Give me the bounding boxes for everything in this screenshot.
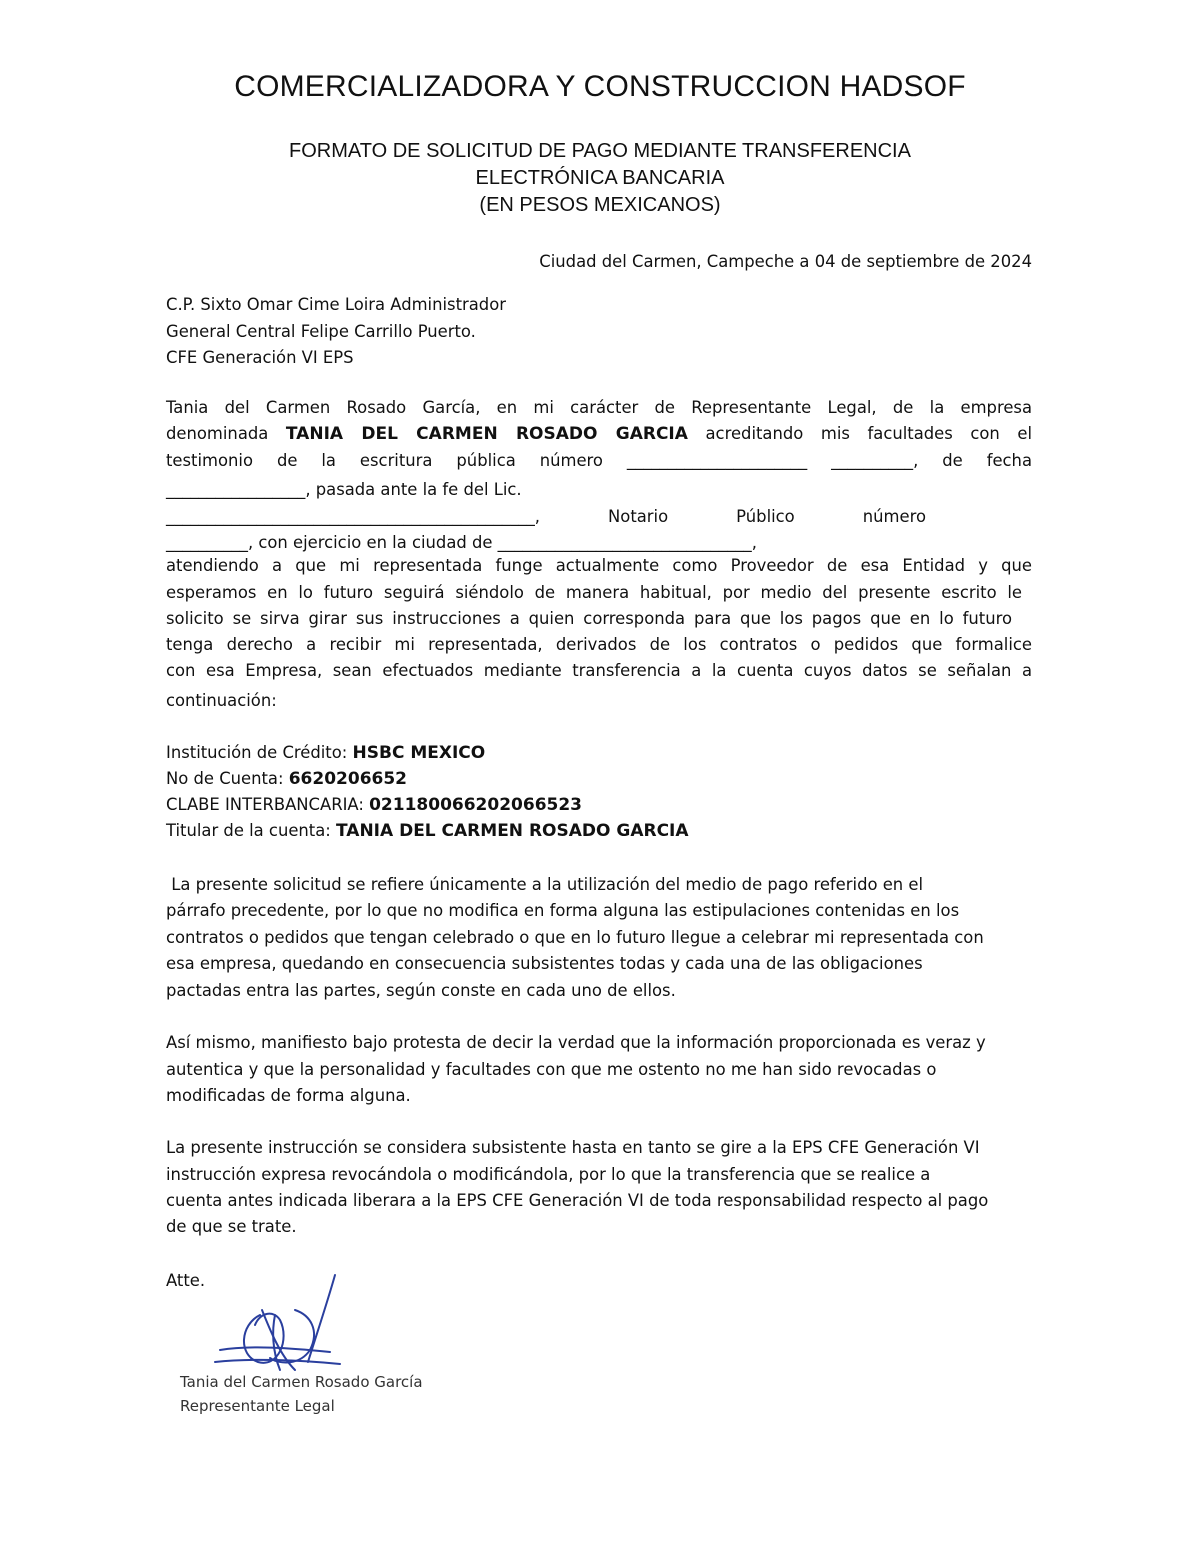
bank-clabe-label: CLABE INTERBANCARIA:: [166, 795, 364, 814]
form-title-line3: (EN PESOS MEXICANOS): [479, 194, 721, 216]
recipient-line3: CFE Generación VI EPS: [166, 348, 354, 367]
p4-line: cuenta antes indicada liberara a la EPS CFE Generación VI de toda responsabilidad respecto al pago: [166, 1191, 989, 1210]
p1-line: _________________, pasada ante la fe del Lic.: [166, 480, 522, 499]
bank-account: [166, 766, 407, 792]
p2-line: esa empresa, quedando en consecuencia subsistentes todas y cada una de las obligaciones: [166, 954, 923, 973]
p1-line: _____________________________________________, Notario Público número: [166, 507, 926, 526]
date-line: Ciudad del Carmen, Campeche a 04 de septiembre de 2024: [539, 252, 1032, 271]
recipient-line2: General Central Felipe Carrillo Puerto.: [166, 322, 476, 341]
closing: Atte.: [166, 1271, 206, 1290]
p3-line: autentica y que la personalidad y facultades con que me ostento no me han sido revocadas o: [166, 1060, 937, 1079]
p1-line: testimonio de la escritura pública número ______________________ __________, de fecha: [166, 451, 1032, 470]
p1-line: Tania del Carmen Rosado García, en mi carácter de Representante Legal, de la empresa: [166, 398, 1032, 417]
bank-institution: [166, 740, 485, 766]
bank-holder-label: Titular de la cuenta:: [166, 821, 331, 840]
p1-line: con esa Empresa, sean efectuados mediante transferencia a la cuenta cuyos datos se señalan a: [166, 661, 1032, 680]
p1-line: esperamos en lo futuro seguirá siéndolo de manera habitual, por medio del presente escrito le: [166, 583, 1022, 602]
bank-institution-label: Institución de Crédito:: [166, 743, 348, 762]
p1-line: tenga derecho a recibir mi representada, derivados de los contratos o pedidos que formalice: [166, 635, 1032, 654]
p2-line: contratos o pedidos que tengan celebrado o que en lo futuro llegue a celebrar mi representada con: [166, 928, 984, 947]
p4-line: instrucción expresa revocándola o modificándola, por lo que la transferencia que se realice a: [166, 1165, 931, 1184]
signer-role: Representante Legal: [180, 1397, 335, 1415]
p1-text: denominada: [166, 424, 269, 443]
p2-line: párrafo precedente, por lo que no modifica en forma alguna las estipulaciones contenidas en los: [166, 901, 960, 920]
recipient-line1: C.P. Sixto Omar Cime Loira Administrador: [166, 295, 506, 314]
company-name: TANIA DEL CARMEN ROSADO GARCIA: [285, 424, 688, 444]
p3-line: modificadas de forma alguna.: [166, 1086, 411, 1105]
p1-text: acreditando mis facultades con el: [705, 424, 1033, 443]
p2-line: pactadas entra las partes, según conste en cada uno de ellos.: [166, 981, 676, 1000]
p3-line: Así mismo, manifiesto bajo protesta de decir la verdad que la información proporcionada es veraz y: [166, 1033, 986, 1052]
bank-account-value: 6620206652: [288, 769, 408, 789]
p1-line-company: [166, 424, 1032, 444]
bank-account-label: No de Cuenta:: [166, 769, 284, 788]
bank-clabe: [166, 792, 582, 818]
bank-institution-value: HSBC MEXICO: [352, 743, 486, 763]
p1-line: solicito se sirva girar sus instrucciones a quien corresponda para que los pagos que en lo futuro: [166, 609, 1012, 628]
bank-holder-value: TANIA DEL CARMEN ROSADO GARCIA: [336, 821, 689, 841]
signer-name: Tania del Carmen Rosado García: [180, 1373, 423, 1391]
p1-line: atendiendo a que mi representada funge actualmente como Proveedor de esa Entidad y que: [166, 556, 1032, 575]
p1-line: continuación:: [166, 691, 277, 710]
signature-block: [180, 1370, 423, 1418]
form-title-line2: ELECTRÓNICA BANCARIA: [475, 167, 725, 189]
bank-clabe-value: 021180066202066523: [369, 795, 583, 815]
p4-line: La presente instrucción se considera subsistente hasta en tanto se gire a la EPS CFE Generación VI: [166, 1138, 980, 1157]
bank-holder: [166, 818, 689, 844]
p4-line: de que se trate.: [166, 1217, 297, 1236]
p2-line: La presente solicitud se refiere únicamente a la utilización del medio de pago referido en el: [166, 875, 924, 894]
form-title-line1: FORMATO DE SOLICITUD DE PAGO MEDIANTE TRANSFERENCIA: [289, 140, 911, 162]
company-title: COMERCIALIZADORA Y CONSTRUCCION HADSOF: [234, 70, 966, 103]
p1-line: __________, con ejercicio en la ciudad de _______________________________,: [166, 533, 757, 552]
